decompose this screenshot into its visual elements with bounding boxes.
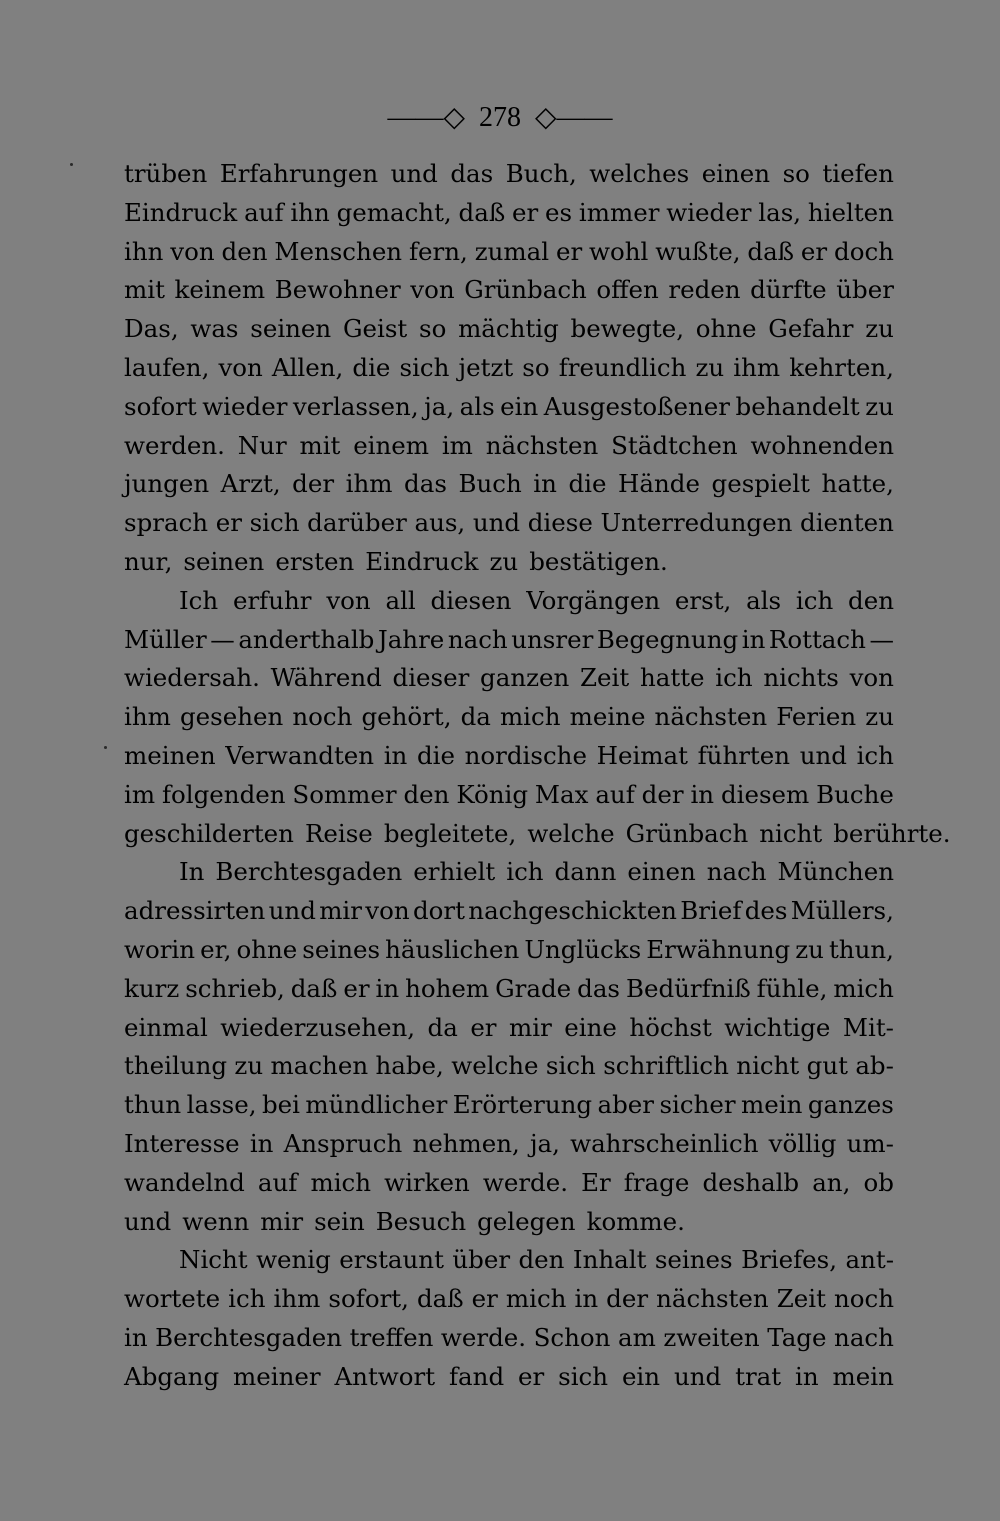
text-line: Ich erfuhr von all diesen Vorgängen erst, als ich den <box>179 585 894 615</box>
text-line: wortete ich ihm sofort, daß er mich in der nächsten Zeit noch <box>124 1284 894 1314</box>
page-number: 278 <box>479 102 521 133</box>
text-line: geschilderten Reise begleitete, welche Grünbach nicht berührte. <box>124 818 951 848</box>
text-line: trüben Erfahrungen und das Buch, welches einen so tiefen <box>124 159 894 188</box>
text-line: in Berchtesgaden treffen werde. Schon am zweiten Tage nach <box>124 1322 894 1352</box>
header-left-ornament: ——◇ <box>387 102 465 133</box>
text-line: sofort wieder verlassen, ja, als ein Ausgestoßener behandelt zu <box>124 391 894 421</box>
text-line: worin er, ohne seines häuslichen Unglücks Erwähnung zu thun, <box>124 934 894 964</box>
body-text <box>124 155 951 1397</box>
text-line: im folgenden Sommer den König Max auf der in diesem Buche <box>124 779 894 809</box>
text-line: Interesse in Anspruch nehmen, ja, wahrscheinlich völlig um- <box>124 1128 894 1158</box>
text-line: jungen Arzt, der ihm das Buch in die Hände gespielt hatte, <box>124 469 894 499</box>
text-line: meinen Verwandten in die nordische Heimat führten und ich <box>124 740 894 770</box>
text-line: ihm gesehen noch gehört, da mich meine nächsten Ferien zu <box>124 702 894 732</box>
text-line: laufen, von Allen, die sich jetzt so freundlich zu ihm kehrten, <box>124 352 894 382</box>
text-line: thun lasse, bei mündlicher Erörterung aber sicher mein ganzes <box>124 1090 894 1120</box>
text-line: Das, was seinen Geist so mächtig bewegte, ohne Gefahr zu <box>124 314 894 344</box>
text-line: werden. Nur mit einem im nächsten Städtchen wohnenden <box>124 430 894 460</box>
text-line: ihn von den Menschen fern, zumal er wohl wußte, daß er doch <box>124 236 894 266</box>
text-line: adressirten und mir von dort nachgeschickten Brief des Müllers, <box>124 896 894 926</box>
page-header <box>0 100 1000 136</box>
text-line: Eindruck auf ihn gemacht, daß er es immer wieder las, hielten <box>124 197 894 227</box>
text-line: Abgang meiner Antwort fand er sich ein und trat in mein <box>124 1361 894 1391</box>
text-line: Müller — anderthalb Jahre nach unsrer Begegnung in Rottach — <box>124 624 894 654</box>
text-line: nur, seinen ersten Eindruck zu bestätigen. <box>124 546 668 576</box>
text-line: mit keinem Bewohner von Grünbach offen reden dürfte über <box>124 275 894 305</box>
text-line: kurz schrieb, daß er in hohem Grade das Bedürfniß fühle, mich <box>124 973 894 1003</box>
scan-speck <box>104 746 107 749</box>
text-line: sprach er sich darüber aus, und diese Unterredungen dienten <box>124 508 894 538</box>
header-right-ornament: ◇—— <box>535 102 613 133</box>
text-line: In Berchtesgaden erhielt ich dann einen nach München <box>179 857 894 887</box>
scan-speck <box>70 163 73 166</box>
text-line: Nicht wenig erstaunt über den Inhalt seines Briefes, ant- <box>179 1245 894 1275</box>
text-line: wandelnd auf mich wirken werde. Er frage deshalb an, ob <box>124 1167 894 1197</box>
text-line: wiedersah. Während dieser ganzen Zeit hatte ich nichts von <box>124 663 894 693</box>
text-line: theilung zu machen habe, welche sich schriftlich nicht gut ab- <box>124 1051 894 1081</box>
text-line: und wenn mir sein Besuch gelegen komme. <box>124 1206 685 1236</box>
text-line: einmal wiederzusehen, da er mir eine höchst wichtige Mit- <box>124 1012 894 1042</box>
